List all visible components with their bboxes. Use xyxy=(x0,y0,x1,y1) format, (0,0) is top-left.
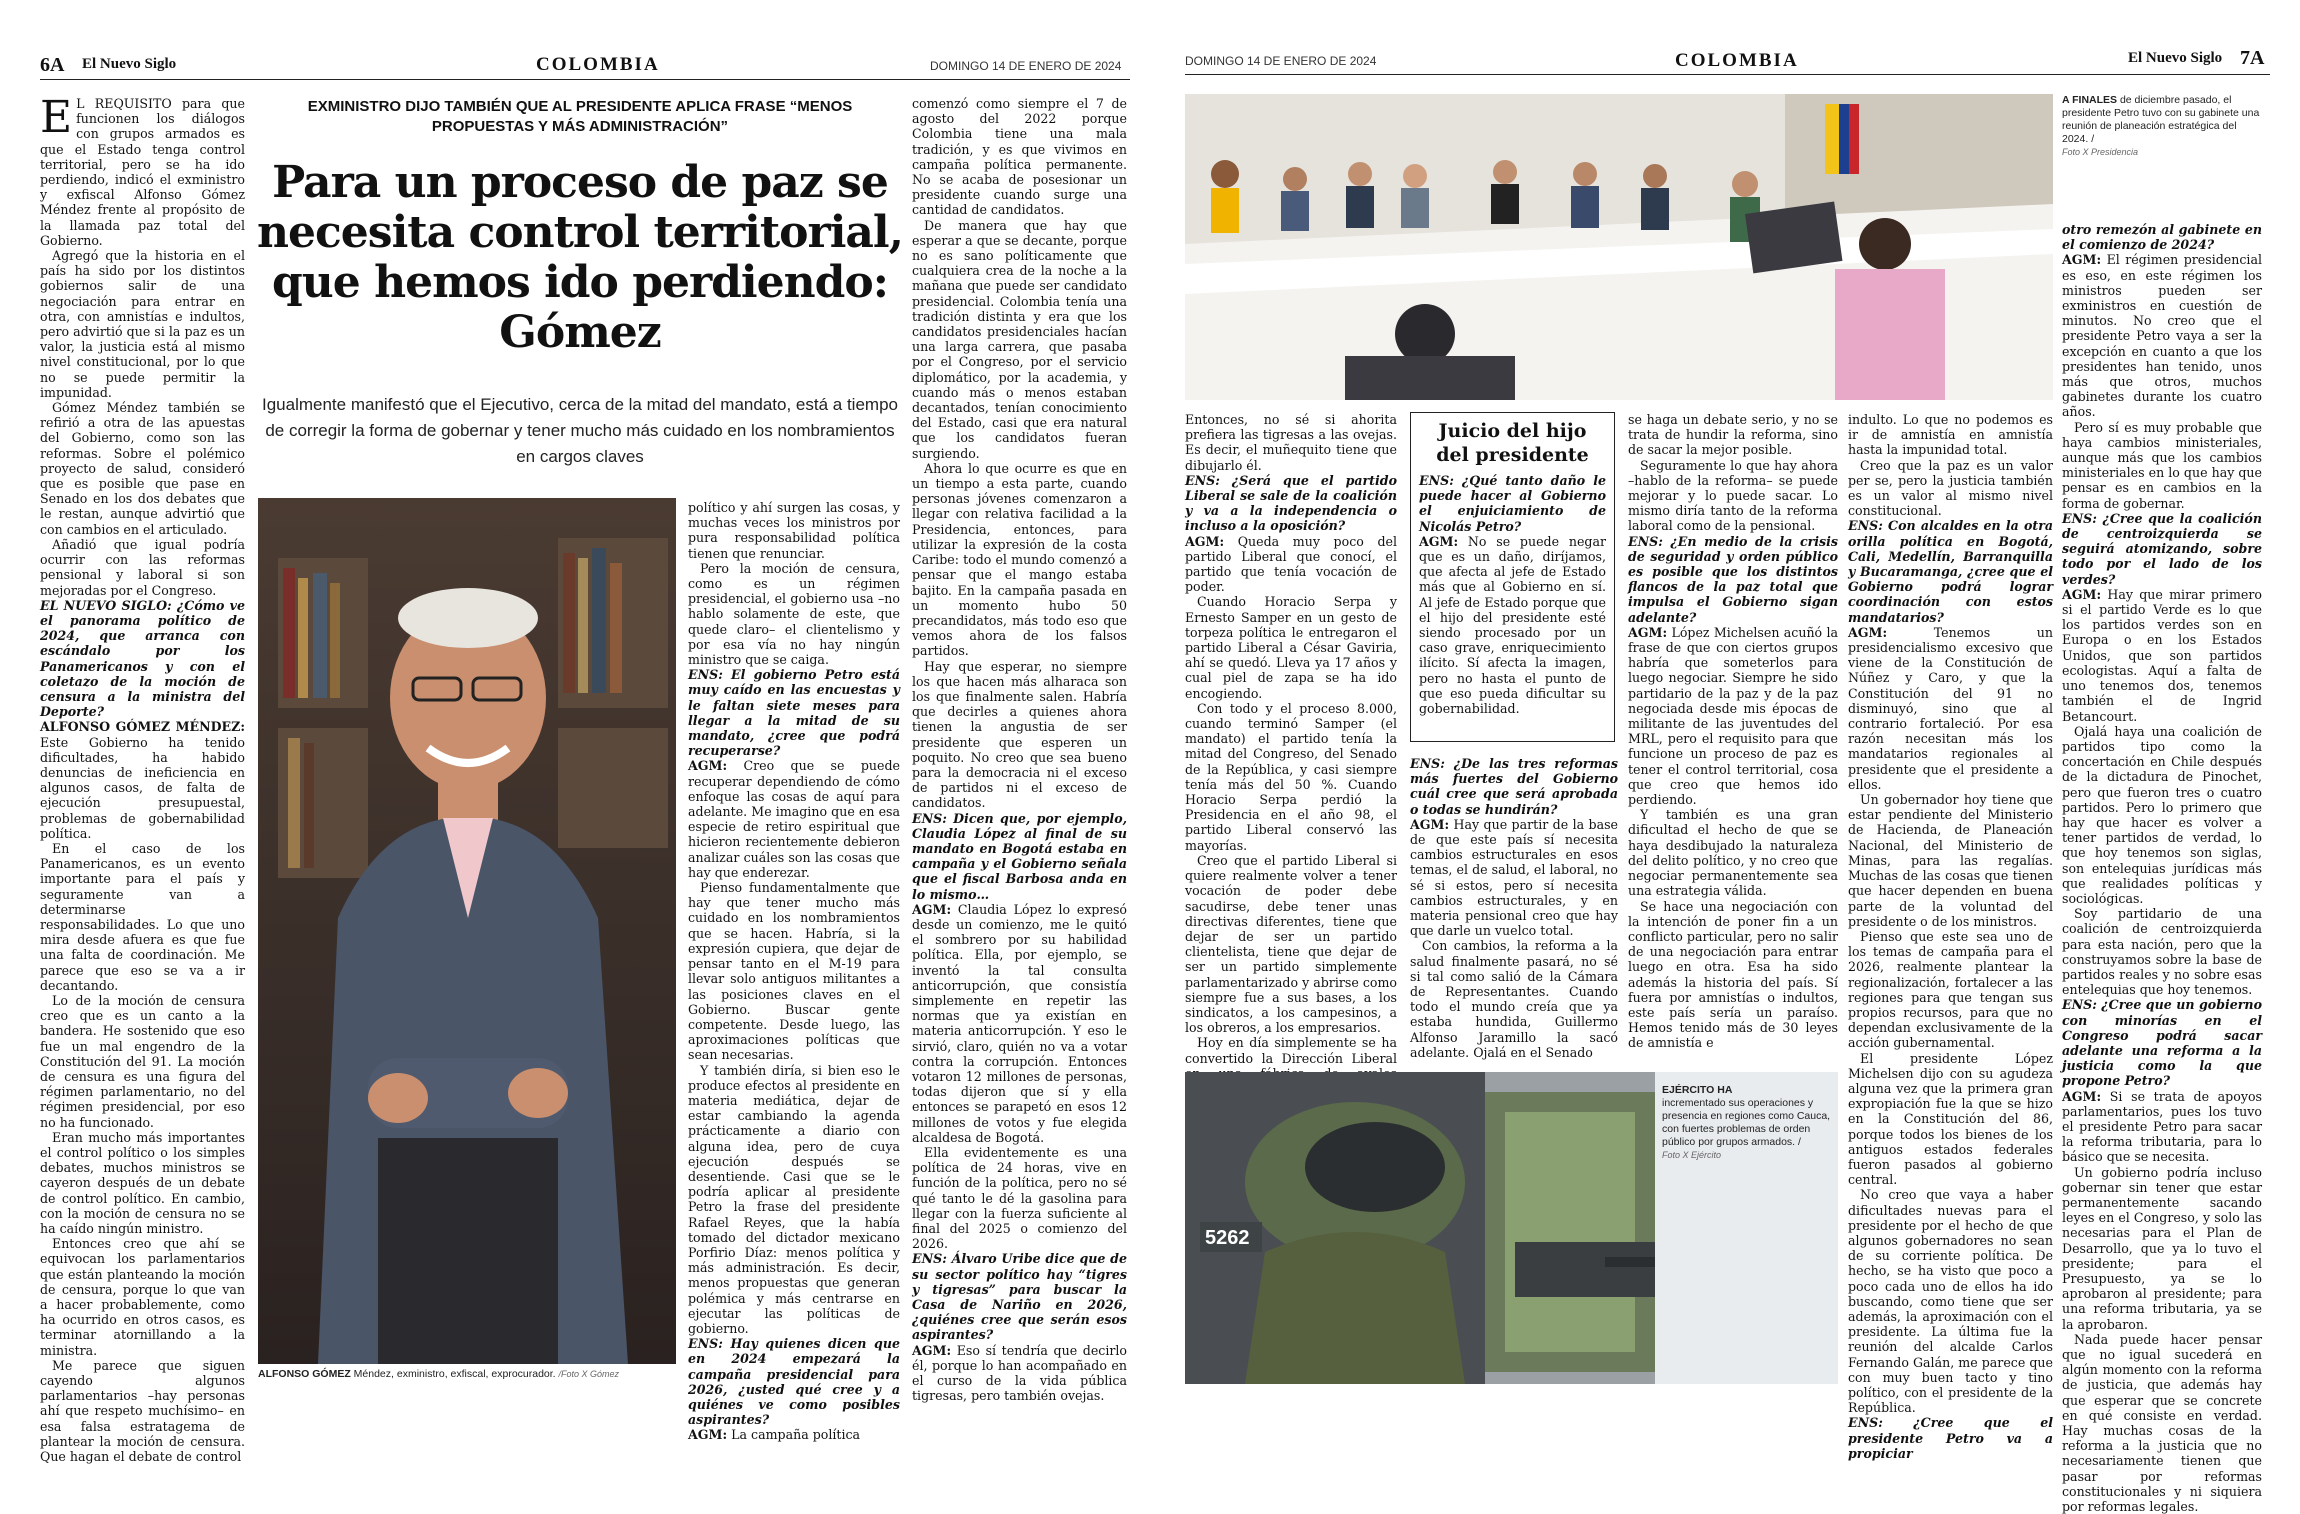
paragraph: Cuando Horacio Serpa y Ernesto Samper en un gesto de torpeza política le entregaron el partido Liberal a César Gaviria, ahí se quedó. Lleva ya 17 años y cual piel de zapa se ha ido encogiendo. xyxy=(1185,594,1397,701)
caption-text: de diciembre pasado, el presidente Petro tuvo con su gabinete una reunión de planeación estratégica del 2024. / xyxy=(2062,94,2260,145)
paragraph: Y también es una gran dificultad el hecho de que se haya desdibujado la naturaleza del delito político, y no creo que negociar permanentemente sea una estrategia válida. xyxy=(1628,807,1838,899)
portrait-caption xyxy=(258,1368,678,1381)
paragraph: Pero la moción de censura, como es un régimen presidencial, el gobierno usa –no hablo solamente de este, que quede claro– el clientelismo y por esa vía no hay ningún ministro que se caiga. xyxy=(688,560,900,668)
interview-question: ENS: El gobierno Petro está muy caído en las encuestas y le faltan siete meses para llegar a la mitad de su mandato, ¿cree que podrá recuperarse? xyxy=(688,667,900,759)
answer-label: AGM: xyxy=(1628,624,1668,640)
paragraph: Ella evidentemente es una política de 24 horas, vive en función de la política, pero no sé qué tanto le dé la gasolina para llegar con la fuerza suficiente al final del 2025 o comienzo del 2026. xyxy=(912,1145,1127,1252)
answer-label: AGM: xyxy=(1185,533,1225,549)
paragraph: De manera que hay que esperar a que se decante, porque no es sano políticamente que cualquiera crea de la noche a la mañana que puede ser candidato presidencial. Colombia tenía una tradición distinta y era que los candidatos presidenciales hacían una larga carrera, que pasaba por el Congreso, por el servicio diplomático, por la academia, y cuando más o menos estaban decantados, tenían conocimiento del Estado, casi que era natural que los candidatos fueran surgiendo. xyxy=(912,217,1127,461)
interview-question: ENS: ¿Cree que un gobierno con minorías en el Congreso podrá sacar adelante una reforma a la justicia como la que propone Petro? xyxy=(2062,997,2262,1089)
paragraph: comenzó como siempre el 7 de agosto del 2022 porque Colombia tiene una mala tradición, y es que vivimos en campaña política permanente. No se acaba de posesionar un presidente cuando surge una cantidad de candidatos. xyxy=(912,96,1127,218)
article-column-4 xyxy=(912,96,1127,1404)
paragraph: En el caso de los Panamericanos, es un evento importante para el país y seguramente van a determinarse responsabilidades. Lo que uno mira desde afuera es que fue una falta de coordinación. Me parece que eso se va a ir decantando. xyxy=(40,840,245,993)
answer-label: AGM: xyxy=(2062,586,2102,602)
interview-question: ENS: ¿Será que el partido Liberal se sale de la coalición y va a la independencia o incluso a la oposición? xyxy=(1185,472,1397,534)
interview-question: otro remezón al gabinete en el comienzo de 2024? xyxy=(2062,222,2262,253)
answer-label: AGM: xyxy=(2062,252,2102,268)
photo-credit: /Foto X Gómez xyxy=(558,1369,620,1379)
paragraph: Ahora lo que ocurre es que en un tiempo a esta parte, cuando personas jóvenes comenzaron a llegar con relativa facilidad a la Presidencia, entonces, para utilizar la expresión de la costa Caribe: todo el mundo comenzó a pensar que el mango estaba bajito. En la campaña pasada en un momento hubo 50 precandidatos, más todo eso que vemos ahora de los falsos partidos. xyxy=(912,460,1127,659)
paper-logo: El Nuevo Siglo xyxy=(2128,50,2223,66)
caption-text: Méndez, exministro, exfiscal, exprocurador. xyxy=(353,1368,556,1380)
interview-answer: Tenemos un presidencialismo excesivo que viene de la Constitución de Núñez y Caro, y que la Constitución del 91 no disminuyó, sino que al contrario fortaleció. Por esa razón necesitan más los mandatarios regionales al presidente que el presidente a ellos. xyxy=(1848,624,2053,792)
sidebar-box-juicio xyxy=(1410,412,1615,742)
paragraph: Gómez Méndez también se refirió a otra de las apuestas del Gobierno, como son las reformas. Sobre el polémico proyecto de salud, consideró que es posible que pase en Senado en los dos debates que le restan, aunque advirtió que con cambios en el articulado. xyxy=(40,400,245,537)
paragraph: Se hace una negociación con la intención de poner fin a un conflicto particular, pero no salir de una negociación para entrar luego en otra. Esa ha sido además la historia del país. Sí fuera por amnistías o indultos, este país sería un paraíso. Hemos tenido más de 30 leyes de amnistía e xyxy=(1628,898,1838,1051)
lead-paragraph: L REQUISITO para que funcionen los diálogos con grupos armados es que el Estado tenga control territorial, pero se ha ido perdiendo, indicó el exministro y exfiscal Alfonso Gómez Méndez frente al propósito de la llamada paz total del Gobierno. xyxy=(40,96,245,248)
paragraph: Nada puede hacer pensar que no igual sucederá en algún momento con la reforma de justicia, que además hay que esperar que se concrete en qué consiste en verdad. Hay muchas cosas de la reforma a la justicia que no necesariamente tienen que pasar por reformas constitucionales y ni siquiera por reformas legales. xyxy=(2062,1331,2262,1514)
answer-label: AGM: xyxy=(1410,816,1450,832)
page-date-right: DOMINGO 14 DE ENERO DE 2024 xyxy=(1185,54,1377,68)
article-column-r4 xyxy=(1848,412,2053,1461)
interview-answer: Hay que mirar primero si el partido Verde es lo que los partidos verdes son en Europa o en los Estados Unidos, que son partidos ecologistas. Aquí a falta de uno tenemos dos, tenemos también el de Ingrid Betancourt. xyxy=(2062,586,2262,724)
caption-lead: ALFONSO GÓMEZ xyxy=(258,1368,351,1380)
paragraph: político y ahí surgen las cosas, y muchas veces los ministros por pura responsabilidad política tienen que renunciar. xyxy=(688,500,900,561)
paper-logo: El Nuevo Siglo xyxy=(82,56,177,72)
header-rule-right xyxy=(1185,74,2270,75)
deck-subheadline: Igualmente manifestó que el Ejecutivo, cerca de la mitad del mandato, está a tiempo de corregir la forma de gobernar y tener mucho más cuidado en los nombramientos en cargos claves xyxy=(262,395,898,466)
paragraph: Con todo y el proceso 8.000, cuando terminó Samper (el mandato) el partido tenía la mitad del Congreso, del Senado de la República, y casi siempre tenía más del 50 %. Cuando Horacio Serpa perdió la Presidencia en el año 98, el partido Liberal conservó las mayorías. xyxy=(1185,700,1397,853)
paragraph: Hoy en día simplemente se ha convertido la Dirección Liberal xyxy=(1185,1035,1397,1066)
headline: Para un proceso de paz se necesita control territorial, que hemos ido perdiendo: Gómez xyxy=(257,157,903,358)
interview-answer: Queda muy poco del partido Liberal que conocí, el partido que tenía vocación de poder. xyxy=(1185,533,1397,595)
interview-answer: El régimen presidencial es eso, en este régimen los ministros pueden ser exministros en cuestión de minutos. No creo que el presidente Petro vaya a ser la excepción en cuanto a que los presidentes han tenido, unos más que otros, muchos gabinetes durante los cuatro años. xyxy=(2062,252,2262,420)
answer-label: ALFONSO GÓMEZ MÉNDEZ: xyxy=(40,719,245,735)
interview-question: ENS: ¿Cree que el presidente Petro va a propiciar xyxy=(1848,1415,2053,1461)
paragraph: Creo que el partido Liberal si quiere realmente volver a tener vocación de poder debe sacudirse, debe tener unas directivas diferentes, tiene que dejar de ser un partido clientelista, tiene que dejar de ser un partido simplemente parlamentarizado y abrirse como siempre fue a sus bases, a los sindicatos, a los campesinos, a los obreros, a los empresarios. xyxy=(1185,852,1397,1036)
interview-question: ENS: Álvaro Uribe dice que de su sector político hay “tigres y tigresas” para buscar la Casa de Nariño en 2026, ¿quiénes cree que serán esos aspirantes? xyxy=(912,1251,1127,1343)
interview-answer: Si se trata de apoyos parlamentarios, pues los tuvo el presidente Petro para sacar la reforma tributaria, para lo básico que se necesita. xyxy=(2062,1088,2262,1165)
paragraph: Añadió que igual podría ocurrir con las reformas pensional y laboral si son mejoradas por el Congreso. xyxy=(40,536,245,598)
kicker: EXMINISTRO DIJO TAMBIÉN QUE AL PRESIDENTE APLICA FRASE “MENOS PROPUESTAS Y MÁS ADMINISTRACIÓN” xyxy=(307,98,853,135)
paragraph: Pero sí es muy probable que haya cambios ministeriales, aunque más que los cambios ministeriales en lo que hay que pensar es en cambios en la forma de gobernar. xyxy=(2062,419,2262,511)
section-label-right: COLOMBIA xyxy=(1675,50,1799,71)
answer-label: AGM: xyxy=(688,758,728,774)
interview-answer: Hay que partir de la base de que este país sí necesita cambios estructurales en esos temas, el de salud, el laboral, no sé si estos, pero sí necesita cambios estructurales, y en materia pensional creo que hay que darle un vuelco total. xyxy=(1410,816,1618,939)
interview-question: ENS: ¿En medio de la crisis de seguridad y orden público es posible que los distintos flancos de la paz total que impulsa el Gobierno sigan adelante? xyxy=(1628,533,1838,625)
caption-lead: EJÉRCITO HA xyxy=(1662,1084,1733,1096)
drop-cap: E xyxy=(40,92,73,143)
interview-answer: Creo que se puede recuperar dependiendo de cómo enfoque las cosas de aquí para adelante. Me imagino que en esa especie de retiro espiritual que hicieron recientemente debieron analizar cuáles son las cosas que hay que enderezar. xyxy=(688,758,900,880)
helicopter-caption xyxy=(1662,1084,1832,1162)
paragraph: El presidente López Michelsen dijo con su agudeza alguna vez que la primera gran expropiación fue la que se hizo en la Constitución del 86, porque todos los bienes de los antiguos estados federales fueron pasados al gobierno central. xyxy=(1848,1050,2053,1188)
paragraph: se haga un debate serio, y no se trata de hundir la reforma, sino de sacar la mejor posible. xyxy=(1628,412,1838,458)
paragraph: Soy partidario de una coalición de centroizquierda para esta nación, pero que la construyamos sobre la base de partidos reales y no sobre esas entelequias que hoy tenemos. xyxy=(2062,906,2262,998)
header-rule-left xyxy=(40,79,1130,80)
answer-label: AGM: xyxy=(688,1427,728,1443)
answer-label: AGM: xyxy=(2062,1088,2102,1104)
paragraph: Seguramente lo que hay ahora –hablo de la reforma– se puede mejorar y lo puede sacar. Lo mismo diría tanto de la reforma laboral como de la pensional. xyxy=(1628,457,1838,534)
paragraph: Entonces, no sé si ahorita prefiera las tigresas a las ovejas. Es decir, el muñequito tiene que dibujarlo él. xyxy=(1185,412,1397,473)
photo-credit: Foto X Presidencia xyxy=(2062,147,2139,157)
portrait-illustration xyxy=(258,498,676,1364)
paragraph: Creo que la paz es un valor per se, pero la justicia también es un valor al mismo nivel constitucional. xyxy=(1848,457,2053,519)
helicopter-number: 5262 xyxy=(1205,1227,1250,1249)
paragraph: Entonces creo que ahí se equivocan los parlamentarios que están planteando la moción de censura, porque lo que van a hacer probablemente, como ha ocurrido en otros casos, es terminar atornillando a la ministra. xyxy=(40,1236,245,1358)
paragraph: Me parece que siguen cayendo algunos parlamentarios –hay personas ahí que respeto muchísimo– en esa falsa estratagema de plantear la moción de censura. Que hagan el debate de control xyxy=(40,1357,245,1465)
paragraph: Ojalá haya una coalición de partidos tipo como la concertación en Chile después de la dictadura de Pinochet, pero que fueron tres o cuatro partidos. Pero lo primero que hay que hacer es volver a tener partidos de verdad, lo que hoy tenemos son siglas, son entelequias jurídicas más que realidades políticas y sociológicas. xyxy=(2062,723,2262,906)
paragraph: Pienso fundamentalmente que hay que tener mucho más cuidado en los nombramientos que se hacen. Habría, si la expresión cupiera, que dejar de pensar tanto en el M-19 para llevar solo antiguos militantes a las posiciones claves en el Gobierno. Buscar gente competente. Desde luego, las aproximaciones políticas que sean necesarias. xyxy=(688,880,900,1063)
interview-question: ENS: ¿De las tres reformas más fuertes del Gobierno cuál cree que será aprobada o todas se hundirán? xyxy=(1410,756,1618,817)
paragraph: Eran mucho más importantes el control político o los simples debates, muchos ministros se cayeron después de un debate de control político. En cambio, con la moción de censura no se ha caído ningún ministro. xyxy=(40,1129,245,1237)
paragraph: Pienso que este sea uno de los temas de campaña para el 2026, realmente plantear la regionalización, fortalecer a las regiones para que tengan sus propios recursos, para que no dependan exclusivamente de la acción gubernamental. xyxy=(1848,928,2053,1051)
article-column-1 xyxy=(40,92,245,1465)
answer-label: AGM: xyxy=(912,1342,952,1358)
photo-cabinet-meeting xyxy=(1185,94,2053,400)
page-folio-left: 6A xyxy=(40,54,65,76)
paragraph: indulto. Lo que no podemos es ir de amnistía en amnistía hasta la impunidad total. xyxy=(1848,412,2053,458)
photo-credit: Foto X Ejército xyxy=(1662,1150,1722,1160)
interview-answer: Eso sí tendría que decirlo él, porque lo han acompañado en el curso de la vida pública tigresas, pero también ovejas. xyxy=(912,1342,1127,1404)
interview-answer: Este Gobierno ha tenido dificultades, ha habido denuncias de ineficiencia en algunos casos, de falta de ejecución presupuestal, problemas de gobernabilidad política. xyxy=(40,734,245,841)
answer-label: AGM: xyxy=(1848,624,1888,640)
interview-question: ENS: Con alcaldes en la otra orilla política en Bogotá, Cali, Medellín, Barranquilla y Bucaramanga, ¿cree que el Gobierno podrá lograr coordinación con estos mandatarios? xyxy=(1848,518,2053,625)
paragraph: No creo que vaya a haber dificultades nuevas para el presidente por el hecho de que algunos gobernadores no sean de su corriente política. De hecho, se ha visto que poco a poco cada uno de ellos ha ido buscando, como tiene que ser además, la aproximación con el presidente. La última fue la reunión del alcalde Carlos Fernando Galán, me parece que con muy buen tacto y tino político, con el presidente de la República. xyxy=(1848,1187,2053,1416)
answer-label: AGM: xyxy=(1419,533,1459,549)
section-label-left: COLOMBIA xyxy=(536,54,660,75)
article-column-3 xyxy=(688,500,900,1443)
paragraph: Un gobierno podría incluso gobernar sin tener que estar permanentemente sacando leyes en el Congreso, y solo las necesarias para el Plan de Desarrollo, que ya lo tuvo el presidente; para el Presupuesto, ya se lo aprobaron al presidente; para una reforma tributaria, ya se la aprobaron. xyxy=(2062,1164,2262,1332)
interview-answer: No se puede negar que es un daño, diríjamos, que afecta al jefe de Estado más que al Gobierno en sí. Al jefe de Estado porque que el hijo del presidente esté siendo procesado por un caso grave, enriquecimiento ilícito. Sí afecta la imagen, pero no hasta el punto de que eso pueda dificultar su gobernabilidad. xyxy=(1419,533,1606,717)
paragraph: Con cambios, la reforma a la salud finalmente pasará, no sé si tal como salió de la Cámara de Representantes. Cuando todo el mundo creía que ya estaba hundida, Guillermo Alfonso Jaramillo la sacó adelante. Ojalá en el Senado xyxy=(1410,938,1618,1060)
meeting-illustration xyxy=(1185,94,2053,400)
sidebar-body xyxy=(1419,473,1606,743)
photo-portrait xyxy=(258,498,676,1364)
interview-question: ENS: Dicen que, por ejemplo, Claudia López al final de su mandato en Bogotá estaba en campaña y el Gobierno señala que el fiscal Barbosa anda en lo mismo… xyxy=(912,810,1127,902)
page-date-left: DOMINGO 14 DE ENERO DE 2024 xyxy=(930,59,1122,73)
paragraph: Lo de la moción de censura creo que es un canto a la bandera. He sostenido que eso fue un mal engendro de la Constitución del 91. La moción de censura es una figura del régimen parlamentario, no del régimen presidencial, por eso no ha funcionado. xyxy=(40,992,245,1130)
interview-question: EL NUEVO SIGLO: ¿Cómo ve el panorama político de 2024, que arranca con escándalo por los Panamericanos y con el coletazo de la moción de censura a la ministra del Deporte? xyxy=(40,597,245,720)
interview-question: ENS: ¿Cree que la coalición de centroizquierda se seguirá atomizando, sobre todo por el lado de los verdes? xyxy=(2062,510,2262,587)
interview-answer: Claudia López lo expresó desde un comienzo, me le quitó el sombrero por su habilidad política. Ella, por ejemplo, se inventó la tal consulta anticorrupción, que consistía simplemente en repetir las normas que ya existían en materia anticorrupción. Y eso le sirvió, claro, quién no va a votar contra la corrupción. Entonces votaron 12 millones de personas, todas dijeron que sí y ella entonces se parapetó en esos 12 millones de votos y fue elegida alcaldesa de Bogotá. xyxy=(912,901,1127,1145)
article-column-r2 xyxy=(1410,756,1618,1064)
caption-lead: A FINALES xyxy=(2062,94,2118,106)
interview-question: ENS: Hay quienes dicen que en 2024 empezará la campaña presidencial para 2026, ¿usted qué cree y a quiénes ve como posibles aspirantes? xyxy=(688,1336,900,1428)
interview-answer: López Michelsen acuñó la frase de que con ciertos grupos habría que someterlos para luego negociar. Siempre he sido partidario de la paz y de la paz negociada desde mis épocas de militante de las juventudes del MRL, pero el requisito para que funcione un proceso de paz es tener el control territorial, cosa que creo que hemos ido perdiendo. xyxy=(1628,624,1838,808)
caption-text: incrementado sus operaciones y presencia en regiones como Cauca, con fuertes problemas de orden público por grupos armados. / xyxy=(1662,1097,1831,1148)
paragraph: Un gobernador hoy tiene que estar pendiente del Ministerio de Hacienda, de Planeación Nacional, del Ministerio de Minas, para las regalías. Muchas de las cosas que tienen que hacer dependen en buena parte de la voluntad del presidente o de los ministros. xyxy=(1848,792,2053,929)
paragraph: Hay que esperar, no siempre los que hacen más alharaca son los que finalmente salen. Habría que decirles a quienes ahora tienen la angustia de ser presidente que esperen un poquito. No creo que sea bueno para la democracia ni el exceso de partidos ni el exceso de candidatos. xyxy=(912,658,1127,811)
paragraph: Agregó que la historia en el país ha sido por los distintos gobiernos salir de una negociación para entrar en otra, con amnistías e indultos, pero advirtió que si la paz es un valor, la justicia está al mismo nivel constitucional, por lo que no se puede permitir la impunidad. xyxy=(40,248,245,400)
article-column-r1 xyxy=(1185,412,1397,1064)
interview-answer: La campaña política xyxy=(731,1427,861,1443)
paragraph: Y también diría, si bien eso le produce efectos al presidente en materia mediática, dejar de estar cambiando la agenda prácticamente a diario con alguna idea, pero de cuya ejecución después se desentiende. Casi que se le podría aplicar al presidente Petro la frase del presidente Rafael Reyes, que la había tomado del dictador mexicano Porfirio Díaz: menos política y más administración. Es decir, menos propuestas que generan polémica y más centrarse en ejecutar las políticas de gobierno. xyxy=(688,1062,900,1336)
interview-question: ENS: ¿Qué tanto daño le puede hacer al Gobierno el enjuiciamiento de Nicolás Petro? xyxy=(1419,473,1606,534)
article-column-r5 xyxy=(2062,222,2262,1514)
article-column-r3 xyxy=(1628,412,1838,1064)
meeting-caption xyxy=(2062,94,2262,159)
page-folio-right: 7A xyxy=(2240,47,2265,69)
sidebar-title: Juicio del hijo del presidente xyxy=(1436,420,1589,466)
answer-label: AGM: xyxy=(912,901,952,917)
